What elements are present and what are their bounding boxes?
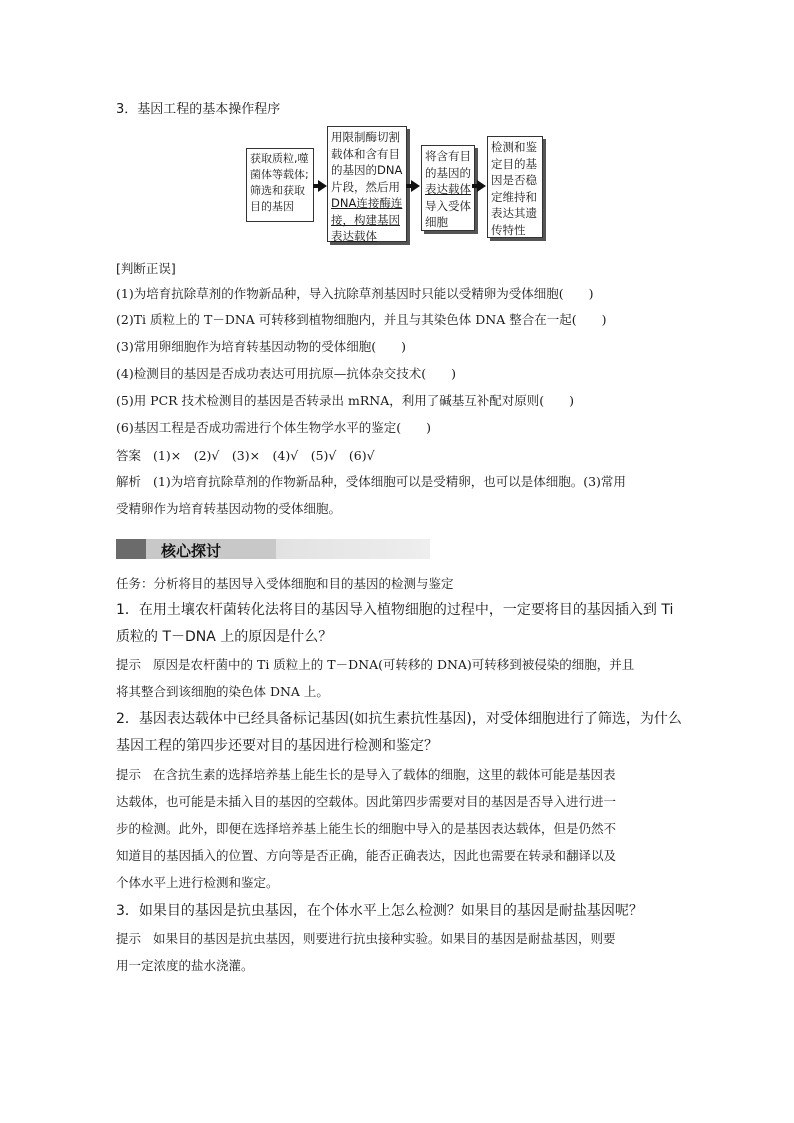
analysis-text: 受精卵作为培育转基因动物的受体细胞。	[116, 501, 342, 516]
flow-step-3: 将含有目 的基因的 表达载体 导入受体 细胞	[421, 145, 475, 231]
hint-3: 用一定浓度的盐水浇灌。	[116, 958, 254, 973]
hint-3: 提示 如果目的基因是抗虫基因，则要进行抗虫接种实验。如果目的基因是耐盐基因，则要	[116, 931, 616, 946]
hint-label: 提示	[116, 931, 142, 946]
answer-label: 答案	[116, 448, 142, 463]
judge-item: (1)为培育抗除草剂的作物新品种，导入抗除草剂基因时只能以受精卵为受体细胞( )	[116, 286, 594, 301]
flow-step-4: 检测和鉴 定目的基 因是否稳 定维持和 表达其遗 传特性	[487, 136, 543, 238]
section-banner	[116, 539, 430, 559]
hint-2: 达载体，也可能是未插入目的基因的空载体。因此第四步需要对目的基因是否导入进行进一	[116, 794, 617, 809]
answer-line	[116, 448, 375, 464]
answer-text: (1)× (2)√ (3)× (4)√ (5)√ (6)√	[153, 448, 375, 463]
hint-2: 个体水平上进行检测和鉴定。	[116, 875, 279, 890]
hint-1: 提示 原因是农杆菌中的 Ti 质粒上的 T－DNA(可转移的 DNA)可转移到被侵染的细胞，并且	[116, 657, 635, 672]
hint-1: 将其整合到该细胞的染色体 DNA 上。	[116, 684, 329, 699]
hint-2: 提示 在含抗生素的选择培养基上能生长的是导入了载体的细胞，这里的载体可能是基因表	[116, 767, 616, 782]
judge-item: (6)基因工程是否成功需进行个体生物学水平的鉴定( )	[116, 420, 431, 435]
question-1: 质粒的 T－DNA 上的原因是什么？	[116, 629, 333, 645]
arrow-icon	[318, 180, 327, 192]
task-title: 任务：分析将目的基因导入受体细胞和目的基因的检测与鉴定	[116, 576, 454, 591]
hint-label: 提示	[116, 657, 142, 672]
banner-label: 核心探讨	[161, 542, 222, 560]
analysis-label: 解析	[116, 474, 142, 489]
section-title: 3．基因工程的基本操作程序	[116, 102, 281, 117]
arrow-icon	[477, 180, 486, 192]
question-1: 1．在用土壤农杆菌转化法将目的基因导入植物细胞的过程中，一定要将目的基因插入到 Ti	[116, 602, 674, 618]
flow-step-2: 用限制酶切割 载体和含有目 的基因的DNA 片段，然后用 DNA连接酶连 接，构建基因 表达载体	[327, 126, 407, 242]
analysis-line	[116, 474, 626, 490]
hint-2: 步的检测。此外，即便在选择培养基上能生长的细胞中导入的是基因表达载体，但是仍然不	[116, 821, 617, 836]
hint-label: 提示	[116, 767, 142, 782]
judge-heading: [判断正误]	[116, 261, 176, 276]
flow-step-1: 获取质粒,噬菌体等载体;筛选和获取目的基因	[246, 148, 314, 222]
question-2: 2．基因表达载体中已经具备标记基因(如抗生素抗性基因)，对受体细胞进行了筛选，为什么	[116, 711, 682, 727]
question-2: 基因工程的第四步还要对目的基因进行检测和鉴定？	[116, 738, 438, 754]
judge-item: (5)用 PCR 技术检测目的基因是否转录出 mRNA，利用了碱基互补配对原则( )	[116, 393, 574, 408]
judge-item: (3)常用卵细胞作为培育转基因动物的受体细胞( )	[116, 339, 406, 354]
judge-item: (4)检测目的基因是否成功表达可用抗原—抗体杂交技术( )	[116, 366, 456, 381]
analysis-text: (1)为培育抗除草剂的作物新品种，受体细胞可以是受精卵，也可以是体细胞。(3)常用	[153, 474, 626, 489]
arrow-icon	[411, 180, 420, 192]
question-3: 3．如果目的基因是抗虫基因，在个体水平上怎么检测？如果目的基因是耐盐基因呢？	[116, 903, 643, 919]
hint-2: 知道目的基因插入的位置、方向等是否正确，能否正确表达，因此也需要在转录和翻译以及	[116, 848, 617, 863]
judge-item: (2)Ti 质粒上的 T－DNA 可转移到植物细胞内，并且与其染色体 DNA 整合在一起( )	[116, 312, 607, 327]
